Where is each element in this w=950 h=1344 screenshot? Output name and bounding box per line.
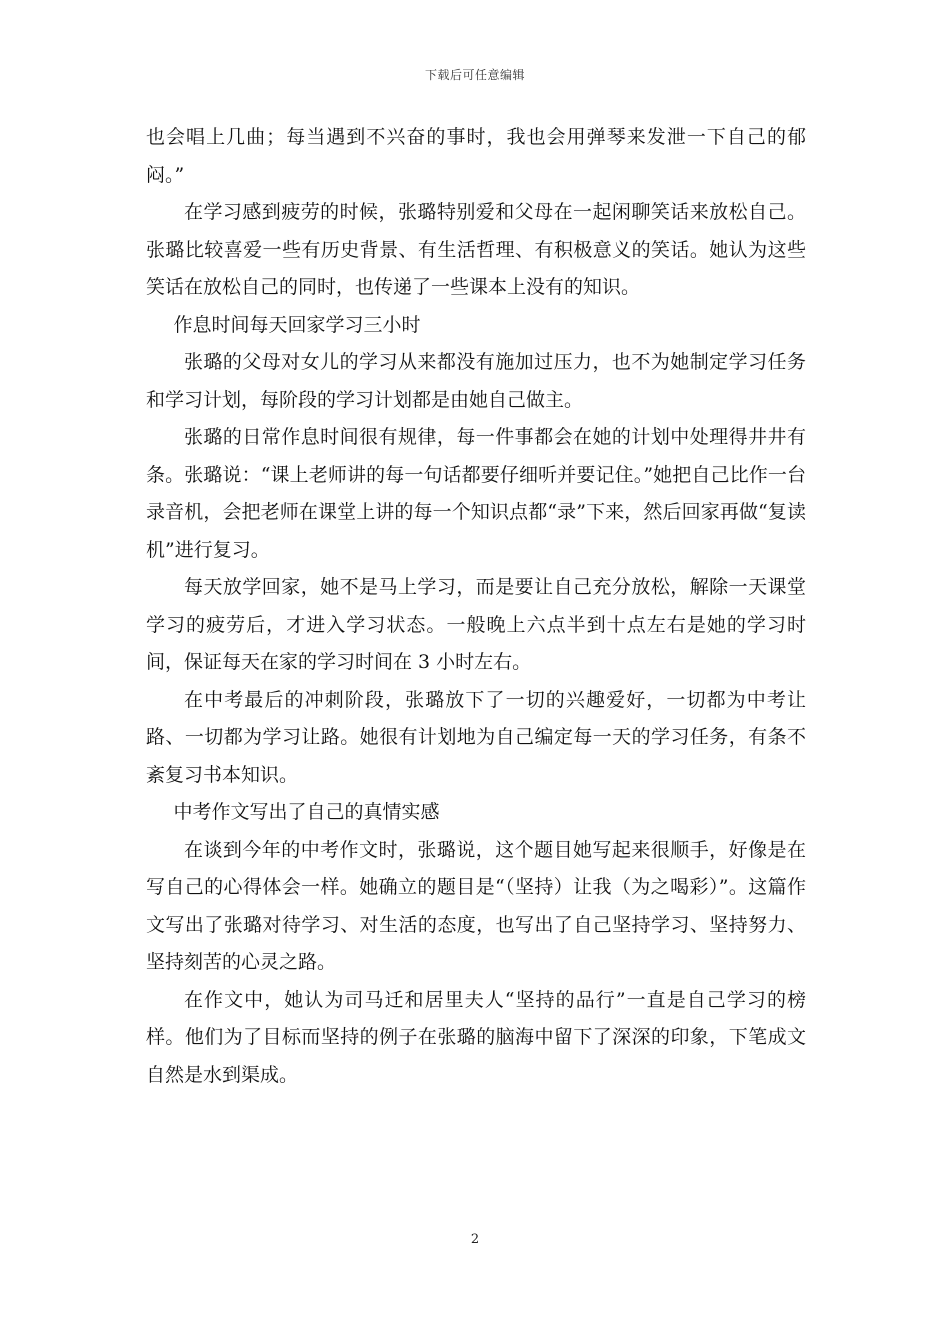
section-heading: 作息时间每天回家学习三小时 — [173, 313, 421, 336]
section-heading: 中考作文写出了自己的真情实感 — [173, 801, 440, 823]
paragraph: 在中考最后的冲刺阶段，张璐放下了一切的兴趣爱好，一切都为中考让路、一切都为学习让路。她很有计划地为自己编定每一天的学习任务，有条不紊复习书本知识。 — [146, 688, 806, 786]
document-body — [146, 119, 806, 1094]
page-number: 2 — [470, 1232, 480, 1247]
paragraph: 每天放学回家，她不是马上学习，而是要让自己充分放松，解除一天课堂学习的疲劳后，才进入学习状态。一般晚上六点半到十点左右是她的学习时间，保证每天在家的学习时间在 3 小时左右。 — [146, 576, 806, 673]
paragraph: 在学习感到疲劳的时候，张璐特别爱和父母在一起闲聊笑话来放松自己。张璐比较喜爱一些有历史背景、有生活哲理、有积极意义的笑话。她认为这些笑话在放松自己的同时，也传递了一些课本上没有的知识。 — [146, 201, 806, 298]
page-header: 下载后可任意编辑 — [424, 68, 525, 82]
paragraph: 张璐的父母对女儿的学习从来都没有施加过压力，也不为她制定学习任务和学习计划，每阶段的学习计划都是由她自己做主。 — [146, 351, 806, 411]
paragraph: 在谈到今年的中考作文时，张璐说，这个题目她写起来很顺手，好像是在写自己的心得体会一样。她确立的题目是“（坚持）让我（为之喝彩）”。这篇作文写出了张璐对待学习、对生活的态度，也写出了自己坚持学习、坚持努力、坚持刻苦的心灵之路。 — [146, 838, 806, 973]
paragraph-continuation: 也会唱上几曲；每当遇到不兴奋的事时，我也会用弹琴来发泄一下自己的郁闷。” — [146, 126, 806, 186]
paragraph: 在作文中，她认为司马迁和居里夫人“坚持的品行”一直是自己学习的榜样。他们为了目标而坚持的例子在张璐的脑海中留下了深深的印象，下笔成文自然是水到渠成。 — [146, 988, 806, 1086]
paragraph: 张璐的日常作息时间很有规律，每一件事都会在她的计划中处理得井井有条。张璐说：“课上老师讲的每一句话都要仔细听并要记住。”她把自己比作一台录音机，会把老师在课堂上讲的每一个知识点都“录”下来，然后回家再做“复读机”进行复习。 — [146, 426, 806, 561]
